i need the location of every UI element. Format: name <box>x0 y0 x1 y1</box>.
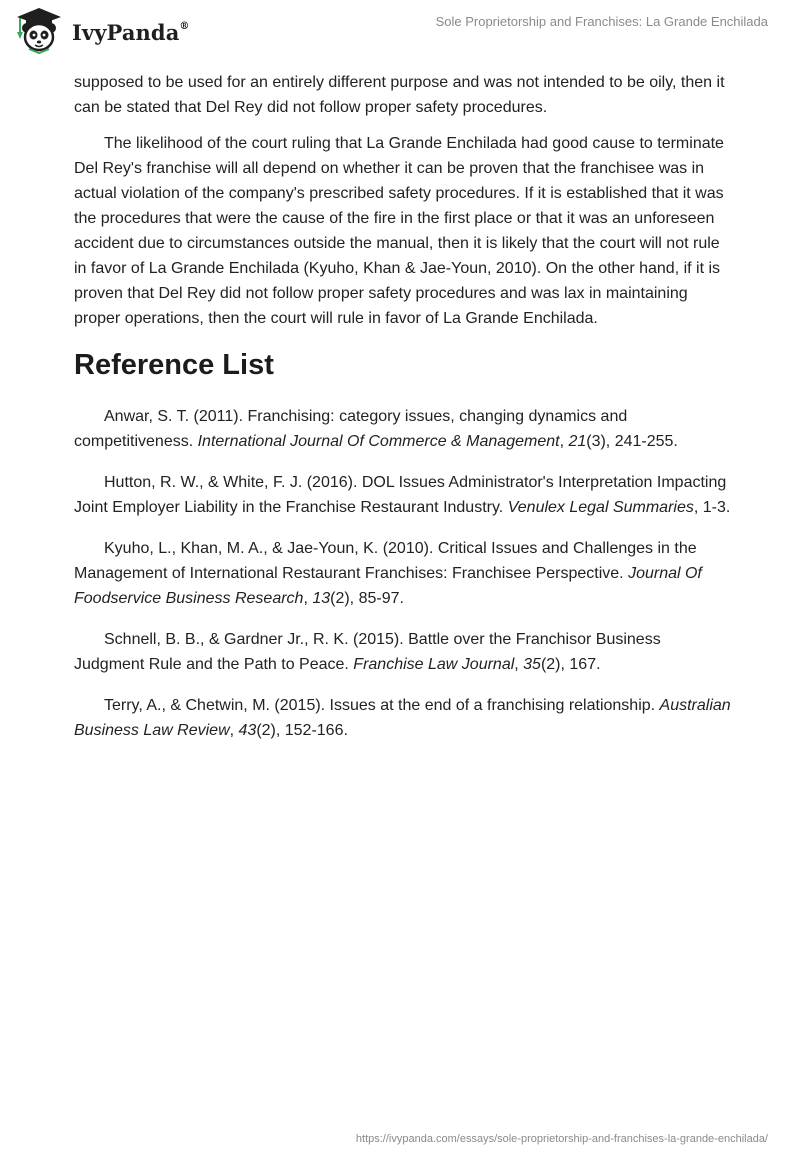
reference-entry: Kyuho, L., Khan, M. A., & Jae-Youn, K. (2010). Critical Issues and Challenges in the Management of International Restaurant Franchises: Franchisee Perspective. Journal Of Foodservice Business Research, 13(2), 85-97. <box>74 540 702 607</box>
brand-name: IvyPanda® <box>72 19 190 45</box>
source-url[interactable]: https://ivypanda.com/essays/sole-proprietorship-and-franchises-la-grande-enchilada/ <box>355 1133 768 1145</box>
panda-graduate-icon <box>14 6 64 54</box>
page-header <box>0 0 800 70</box>
reference-entry: Anwar, S. T. (2011). Franchising: category issues, changing dynamics and competitiveness. International Journal Of Commerce & Management, 21(3), 241-255. <box>74 408 678 450</box>
paragraph: supposed to be used for an entirely different purpose and was not intended to be oily, then it can be stated that Del Rey did not follow proper safety procedures. <box>74 74 725 116</box>
reference-list-heading: Reference List <box>74 349 274 381</box>
document-body <box>74 70 734 759</box>
paragraph: The likelihood of the court ruling that La Grande Enchilada had good cause to terminate Del Rey's franchise will all depend on whether it can be proven that the franchisee was in actual violation of the company's prescribed safety procedures. If it is established that it was the procedures that were the cause of the fire in the first place or that it was an unforeseen accident due to circumstances outside the manual, then it is likely that the court will not rule in favor of La Grande Enchilada (Kyuho, Khan & Jae-Youn, 2010). On the other hand, if it is proven that Del Rey did not follow proper safety procedures and was lax in maintaining proper operations, then the court will rule in favor of La Grande Enchilada. <box>74 135 724 327</box>
ivypanda-logo[interactable] <box>14 6 190 54</box>
reference-entry: Schnell, B. B., & Gardner Jr., R. K. (2015). Battle over the Franchisor Business Judgment Rule and the Path to Peace. Franchise Law Journal, 35(2), 167. <box>74 631 661 673</box>
reference-entry: Hutton, R. W., & White, F. J. (2016). DOL Issues Administrator's Interpretation Impacting Joint Employer Liability in the Franchise Restaurant Industry. Venulex Legal Summaries, 1-3. <box>74 474 731 516</box>
reference-entry: Terry, A., & Chetwin, M. (2015). Issues at the end of a franchising relationship. Australian Business Law Review, 43(2), 152-166. <box>74 697 731 739</box>
document-title: Sole Proprietorship and Franchises: La Grande Enchilada <box>435 14 768 29</box>
